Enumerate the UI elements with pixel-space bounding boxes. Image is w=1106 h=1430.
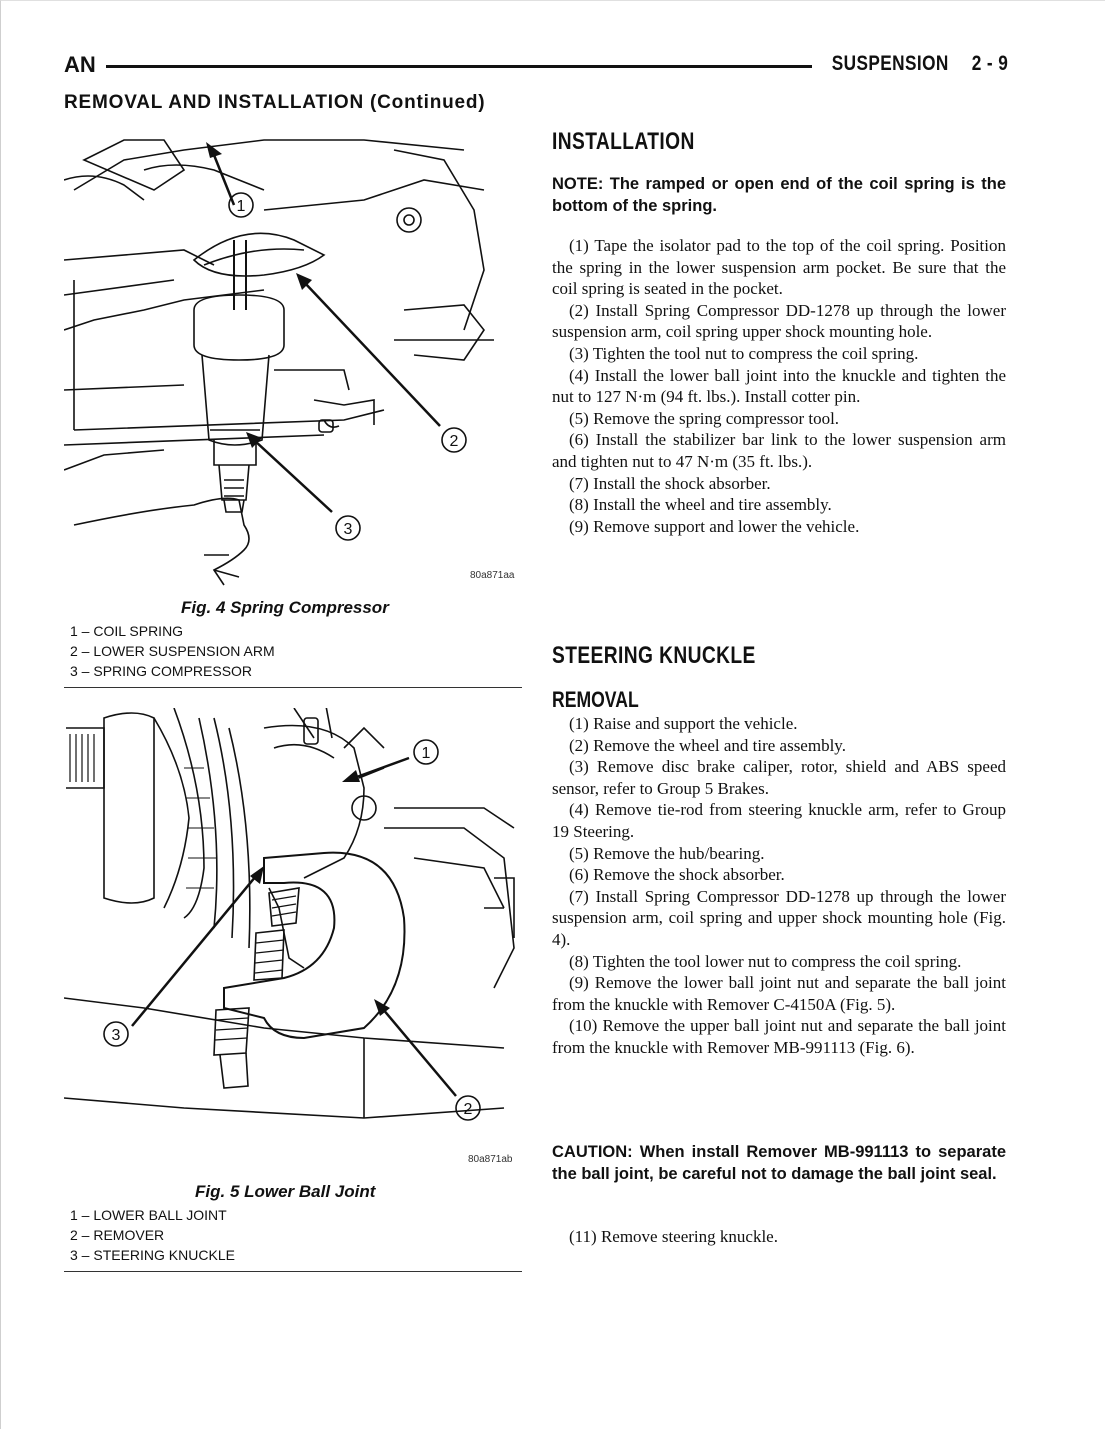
- spring-compressor-illustration: [64, 130, 524, 590]
- legend-item: 1 – COIL SPRING: [70, 623, 184, 639]
- fig4-callout-1: 1: [236, 198, 246, 215]
- removal-step: (1) Raise and support the vehicle.: [569, 714, 798, 733]
- fig5-caption: Fig. 5 Lower Ball Joint: [195, 1182, 376, 1201]
- removal-step: (7) Install Spring Compressor DD-1278 up through the lower suspension arm, coil spring and upper shock mounting hole (Fig. 4).: [552, 886, 1006, 949]
- header-page-number: 2 - 9: [971, 52, 1008, 75]
- fig5-callout-3: 3: [111, 1027, 121, 1044]
- fig4-divider: [64, 687, 522, 688]
- section-title: REMOVAL AND INSTALLATION (Continued): [64, 92, 486, 113]
- figure-lower-ball-joint: [64, 708, 524, 1172]
- removal-step: (5) Remove the hub/bearing.: [569, 843, 765, 863]
- fig4-image-id: 80a871aa: [470, 570, 515, 581]
- installation-step: (1) Tape the isolator pad to the top of the coil spring. Position the spring in the lower suspension arm pocket. Be sure that the coil spring is seated in the pocket.: [552, 236, 1006, 299]
- header-title: SUSPENSION: [831, 52, 949, 75]
- lower-ball-joint-illustration: [64, 708, 524, 1172]
- steering-knuckle-heading: STEERING KNUCKLE: [552, 642, 756, 669]
- removal-step: (6) Remove the shock absorber.: [569, 865, 785, 885]
- installation-step: (6) Install the stabilizer bar link to the lower suspension arm and tighten nut to 47 N·m (35 ft. lbs.).: [552, 430, 1006, 471]
- installation-heading: INSTALLATION: [552, 128, 695, 155]
- removal-step: (10) Remove the upper ball joint nut and separate the ball joint from the knuckle with Remover MB-991113 (Fig. 6).: [552, 1016, 1006, 1057]
- removal-step: (11) Remove steering knuckle.: [569, 1227, 778, 1246]
- installation-step: (4) Install the lower ball joint into the knuckle and tighten the nut to 127 N·m (94 ft. lbs.). Install cotter pin.: [552, 365, 1006, 407]
- legend-item: 2 – REMOVER: [70, 1227, 165, 1243]
- page-header: [64, 52, 1008, 82]
- fig4-legend: [70, 621, 275, 681]
- header-section: [832, 52, 1008, 76]
- fig4-callout-2: 2: [449, 433, 459, 450]
- installation-step: (2) Install Spring Compressor DD-1278 up through the lower suspension arm, coil spring upper shock mounting hole.: [552, 300, 1006, 342]
- removal-step: (8) Tighten the tool lower nut to compress the coil spring.: [569, 951, 962, 971]
- legend-item: 1 – LOWER BALL JOINT: [70, 1207, 227, 1223]
- fig5-callout-1: 1: [421, 745, 431, 762]
- removal-step: (3) Remove disc brake caliper, rotor, shield and ABS speed sensor, refer to Group 5 Brakes.: [552, 757, 1006, 798]
- installation-step: (5) Remove the spring compressor tool.: [569, 408, 840, 428]
- removal-step: (9) Remove the lower ball joint nut and separate the ball joint from the knuckle with Remover C-4150A (Fig. 5).: [552, 973, 1006, 1014]
- fig4-caption: Fig. 4 Spring Compressor: [181, 598, 389, 617]
- installation-step: (3) Tighten the tool nut to compress the coil spring.: [569, 343, 919, 363]
- header-rule: [106, 65, 812, 68]
- fig5-callout-2: 2: [463, 1101, 473, 1118]
- removal-heading: REMOVAL: [552, 687, 639, 712]
- fig4-callout-3: 3: [343, 521, 353, 538]
- legend-item: 3 – STEERING KNUCKLE: [70, 1247, 235, 1263]
- final-step-block: [552, 1226, 1006, 1248]
- fig5-divider: [64, 1271, 522, 1272]
- caution-note: CAUTION: When install Remover MB-991113 to separate the ball joint, be careful not to damage the ball joint seal.: [552, 1143, 1006, 1183]
- installation-step: (7) Install the shock absorber.: [569, 473, 771, 493]
- removal-step: (2) Remove the wheel and tire assembly.: [569, 735, 846, 755]
- installation-step: (9) Remove support and lower the vehicle.: [569, 516, 860, 536]
- removal-step: (4) Remove tie-rod from steering knuckle arm, refer to Group 19 Steering.: [552, 800, 1006, 841]
- fig5-legend: [70, 1205, 235, 1265]
- fig5-image-id: 80a871ab: [468, 1154, 513, 1165]
- installation-step: (8) Install the wheel and tire assembly.: [569, 495, 832, 515]
- legend-item: 3 – SPRING COMPRESSOR: [70, 663, 253, 679]
- legend-item: 2 – LOWER SUSPENSION ARM: [70, 643, 275, 659]
- figure-spring-compressor: [64, 130, 524, 590]
- installation-note: NOTE: The ramped or open end of the coil spring is the bottom of the spring.: [552, 175, 1006, 215]
- removal-steps: [552, 713, 1006, 1059]
- header-model: AN: [64, 52, 96, 77]
- installation-steps: [552, 235, 1006, 537]
